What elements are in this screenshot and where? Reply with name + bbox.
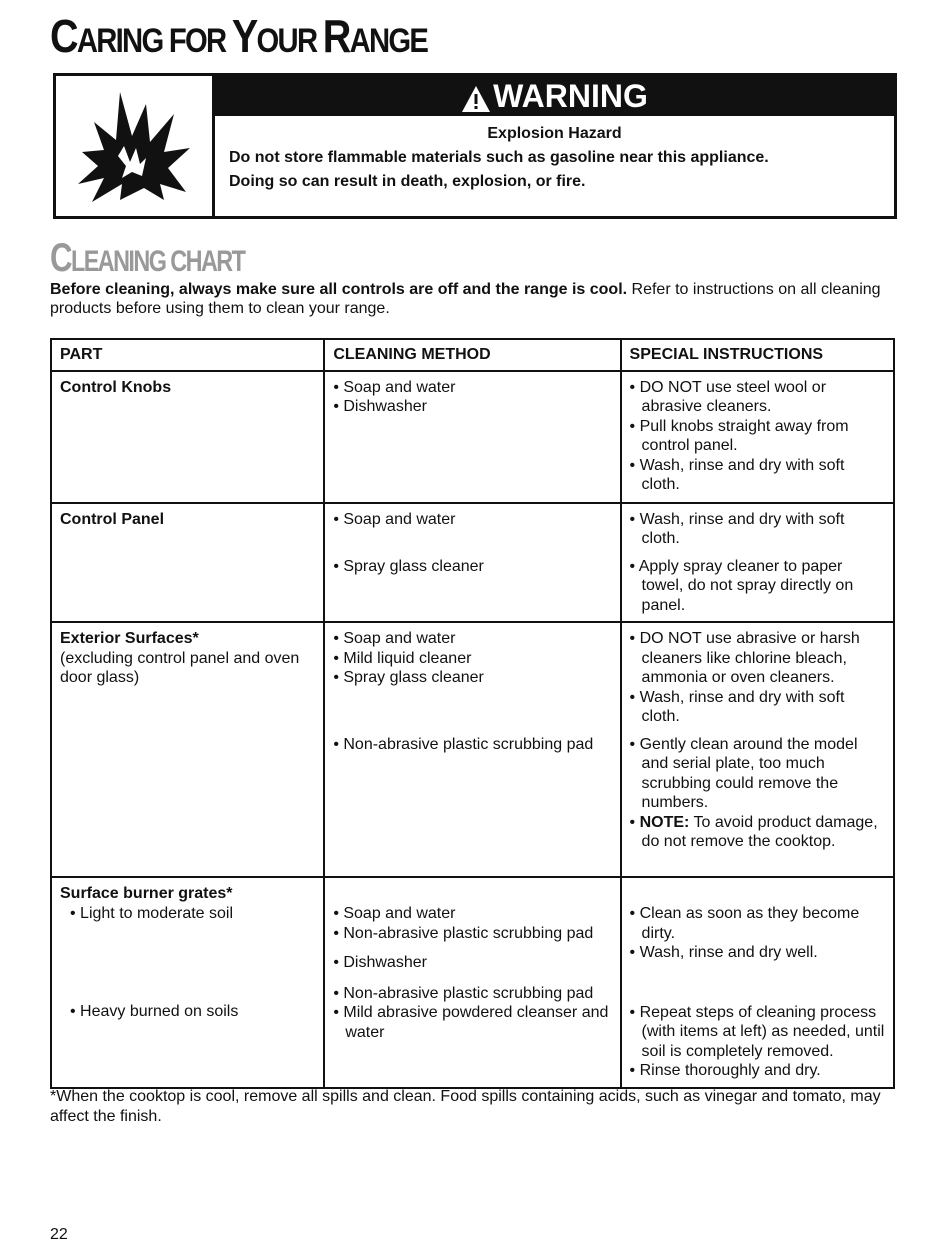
instruction-item: • Wash, rinse and dry with soft cloth. xyxy=(629,688,845,725)
column-header: CLEANING METHOD xyxy=(324,339,620,371)
alert-triangle-icon xyxy=(461,85,491,113)
part-name: Surface burner grates* xyxy=(60,885,233,902)
table-header-row xyxy=(51,339,894,371)
method-item: • Non-abrasive plastic scrubbing pad xyxy=(333,984,594,1002)
soil-level: • Heavy burned on soils xyxy=(70,1003,239,1020)
instruction-item: • DO NOT use abrasive or harsh cleaners like chlorine bleach, ammonia or oven cleaners. xyxy=(629,630,860,686)
method-item: • Dishwasher xyxy=(333,398,427,415)
table-row xyxy=(51,622,894,877)
part-name: Control Knobs xyxy=(60,378,172,396)
intro-paragraph: Before cleaning, always make sure all controls are off and the range is cool. Refer to instructions on all cleaning products before using them to clean your range. xyxy=(50,281,881,317)
column-header: SPECIAL INSTRUCTIONS xyxy=(621,339,894,371)
method-item: • Spray glass cleaner xyxy=(333,669,484,686)
warning-box xyxy=(53,73,897,219)
column-header: PART xyxy=(51,339,324,371)
instruction-item: • Gently clean around the model and serial plate, too much scrubbing could remove the numbers. xyxy=(629,735,858,811)
method-item: • Soap and water xyxy=(333,630,456,647)
soil-level: • Light to moderate soil xyxy=(70,904,234,922)
instruction-item: • Rinse thoroughly and dry. xyxy=(629,1062,821,1079)
hazard-title: Explosion Hazard xyxy=(487,125,622,142)
method-item: • Dishwasher xyxy=(333,954,427,971)
part-note: (excluding control panel and oven door glass) xyxy=(60,649,300,686)
hazard-line-2: Doing so can result in death, explosion, or fire. xyxy=(229,173,586,190)
instruction-item: • Wash, rinse and dry with soft cloth. xyxy=(629,456,845,493)
note-item: • NOTE: To avoid product damage, do not remove the cooktop. xyxy=(629,813,878,850)
method-item: • Non-abrasive plastic scrubbing pad xyxy=(333,924,594,942)
method-item: • Soap and water xyxy=(333,510,456,528)
cleaning-chart-table xyxy=(50,338,895,1089)
warning-body xyxy=(215,119,894,216)
part-name: Exterior Surfaces* xyxy=(60,630,199,647)
page-title: CARING FOR YOUR RANGE xyxy=(50,10,428,62)
instruction-item: • DO NOT use steel wool or abrasive cleaners. xyxy=(629,378,827,415)
method-item: • Spray glass cleaner xyxy=(333,558,484,575)
part-name: Control Panel xyxy=(60,510,165,528)
method-item: • Soap and water xyxy=(333,905,456,922)
hazard-line-1: Do not store flammable materials such as gasoline near this appliance. xyxy=(229,149,769,166)
method-item: • Soap and water xyxy=(333,378,456,396)
footnote: *When the cooktop is cool, remove all spills and clean. Food spills containing acids, such as vinegar and tomato, may affect the finish. xyxy=(50,1088,881,1125)
page-number: 22 xyxy=(50,1226,68,1243)
method-item: • Non-abrasive plastic scrubbing pad xyxy=(333,735,594,753)
table-row xyxy=(51,503,894,623)
instruction-item: • Repeat steps of cleaning process (with items at left) as needed, until soil is completely removed. xyxy=(629,1003,885,1060)
section-title: CLEANING CHART xyxy=(50,236,245,280)
instruction-item: • Wash, rinse and dry well. xyxy=(629,944,818,961)
table-row xyxy=(51,371,894,503)
table-row xyxy=(51,877,894,1088)
explosion-icon xyxy=(74,92,192,204)
method-item: • Mild liquid cleaner xyxy=(333,649,472,667)
instruction-item: • Clean as soon as they become dirty. xyxy=(629,905,860,942)
instruction-item: • Pull knobs straight away from control panel. xyxy=(629,417,849,454)
explosion-icon-cell xyxy=(56,76,215,216)
method-item: • Mild abrasive powdered cleanser and water xyxy=(333,1004,609,1041)
warning-header: WARNING xyxy=(215,76,894,116)
instruction-item: • Apply spray cleaner to paper towel, do not spray directly on panel. xyxy=(629,557,854,614)
instruction-item: • Wash, rinse and dry with soft cloth. xyxy=(629,510,845,547)
